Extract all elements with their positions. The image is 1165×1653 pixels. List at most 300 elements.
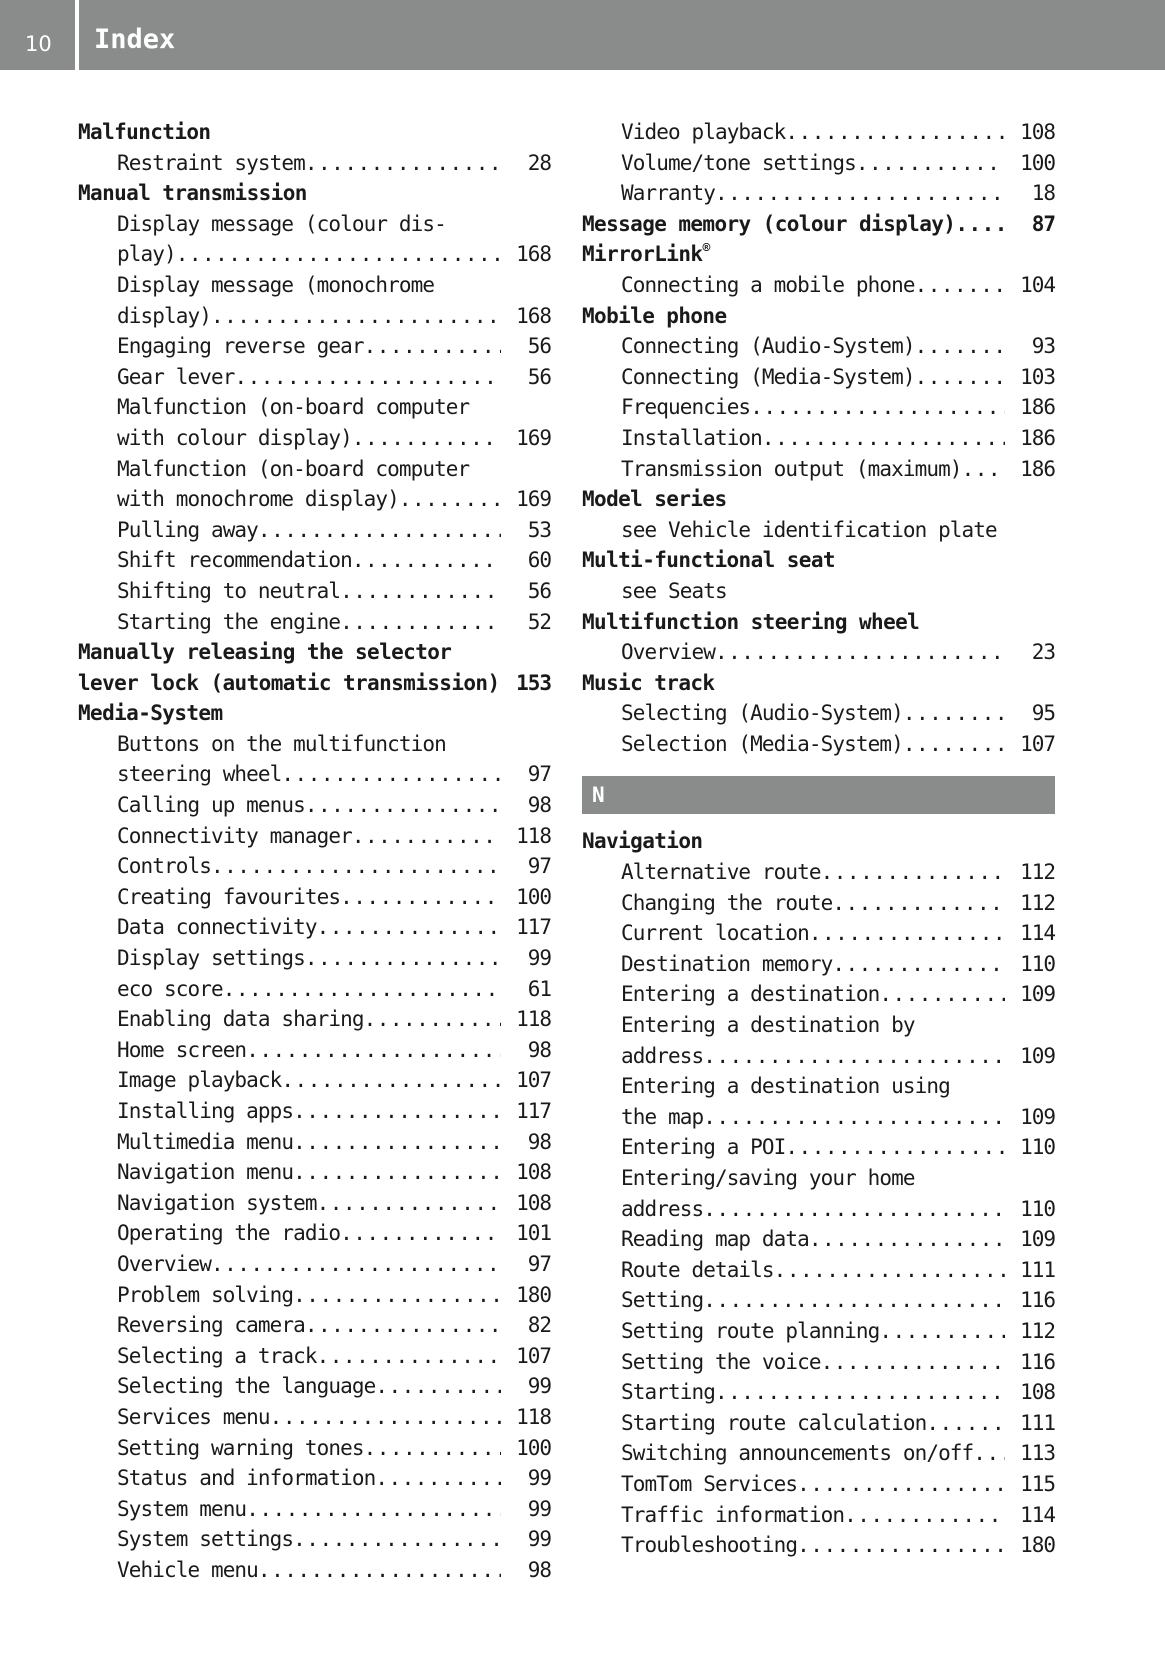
entry-text: Malfunction (on-board computer	[117, 395, 470, 420]
page-ref[interactable]: 168	[516, 303, 551, 328]
entry-text: Selecting a track	[117, 1343, 317, 1368]
dot-leader	[364, 1433, 501, 1464]
index-entry	[78, 331, 551, 362]
page-ref[interactable]: 18	[1031, 181, 1055, 206]
dot-leader	[926, 1408, 1005, 1439]
page-ref[interactable]: 114	[1020, 1502, 1055, 1527]
index-entry	[78, 821, 551, 852]
entry-text: Overview	[117, 1251, 211, 1276]
index-heading	[78, 178, 551, 209]
index-entry	[78, 1157, 551, 1188]
index-entry	[582, 148, 1055, 179]
dot-leader	[821, 857, 1005, 888]
entry-text: Video playback	[621, 120, 786, 144]
index-entry	[78, 484, 551, 515]
entry-text: Connecting (Media-System)	[621, 364, 915, 389]
page-ref[interactable]: 100	[516, 1435, 551, 1460]
index-entry-continued	[78, 392, 551, 423]
dot-leader	[962, 454, 1005, 485]
index-entry	[78, 974, 551, 1005]
page-ref[interactable]: 115	[1020, 1471, 1055, 1496]
page-ref[interactable]: 108	[1020, 120, 1055, 144]
page-ref[interactable]: 180	[516, 1282, 551, 1307]
dot-leader	[246, 1494, 501, 1525]
index-entry-continued	[78, 729, 551, 760]
index-entry	[78, 1371, 551, 1402]
dot-leader	[762, 423, 1005, 454]
index-heading	[582, 301, 1055, 332]
page-ref[interactable]: 107	[516, 1343, 551, 1368]
dot-leader	[903, 698, 1005, 729]
entry-text: Selecting (Audio-System)	[621, 701, 903, 726]
entry-text: Services menu	[117, 1404, 270, 1429]
page-ref[interactable]: 180	[1020, 1533, 1055, 1558]
page-ref[interactable]: 100	[1020, 150, 1055, 175]
entry-text: Data connectivity	[117, 915, 317, 940]
dot-leader	[703, 1041, 1005, 1072]
index-entry	[582, 117, 1055, 148]
dot-leader	[715, 178, 1005, 209]
entry-text: the map	[621, 1104, 704, 1129]
dot-leader	[211, 301, 501, 332]
page-ref[interactable]: 99	[527, 1527, 551, 1552]
dot-leader	[809, 918, 1005, 949]
entry-text: Gear lever	[117, 364, 235, 389]
dot-leader	[375, 1371, 501, 1402]
dot-leader	[821, 1347, 1005, 1378]
dot-leader	[955, 209, 1005, 240]
entry-text: address	[621, 1196, 704, 1221]
index-heading	[78, 637, 551, 668]
page-ref[interactable]: 111	[1020, 1410, 1055, 1435]
index-entry	[582, 1469, 1055, 1500]
page-header	[0, 0, 1165, 70]
page-ref[interactable]: 117	[516, 915, 551, 940]
index-entry	[582, 1408, 1055, 1439]
entry-text: Route details	[621, 1257, 774, 1282]
index-entry	[78, 423, 551, 454]
page-ref[interactable]: 153	[516, 670, 551, 695]
entry-text: Problem solving	[117, 1282, 294, 1307]
page-ref[interactable]: 118	[516, 823, 551, 848]
entry-text: Enabling data sharing	[117, 1007, 364, 1032]
dot-leader	[352, 423, 501, 454]
entry-text: Selection (Media-System)	[621, 731, 903, 756]
index-entry-continued	[78, 454, 551, 485]
page-ref[interactable]: 109	[1020, 1104, 1055, 1129]
index-entry	[78, 1310, 551, 1341]
dot-leader	[915, 270, 1005, 301]
dot-leader	[340, 576, 501, 607]
dot-leader	[856, 148, 1005, 179]
dot-leader	[785, 117, 1005, 148]
index-entry	[582, 979, 1055, 1010]
index-entry-continued	[582, 1163, 1055, 1194]
dot-leader	[797, 1530, 1005, 1561]
entry-text: Home screen	[117, 1037, 247, 1062]
entry-text: steering wheel	[117, 762, 282, 787]
page-ref[interactable]: 108	[516, 1160, 551, 1185]
page-ref[interactable]: 109	[1020, 1227, 1055, 1252]
page-ref[interactable]: 99	[527, 1466, 551, 1491]
page-ref[interactable]: 98	[527, 1557, 551, 1582]
entry-text: Volume/tone settings	[621, 150, 856, 175]
entry-text: Display message (colour dis-	[117, 211, 446, 236]
entry-text: Starting	[621, 1380, 715, 1405]
entry-text: Connectivity manager	[117, 823, 352, 848]
entry-text: Starting the engine	[117, 609, 341, 634]
entry-text: Alternative route	[621, 860, 821, 885]
page-ref[interactable]: 100	[516, 884, 551, 909]
entry-text: Changing the route	[621, 890, 833, 915]
page-ref[interactable]: 108	[1020, 1380, 1055, 1405]
entry-text: Traffic information	[621, 1502, 845, 1527]
page-ref[interactable]: 109	[1020, 982, 1055, 1007]
entry-text: Shift recommendation	[117, 548, 352, 573]
page-ref[interactable]: 112	[1020, 890, 1055, 915]
index-entry	[78, 882, 551, 913]
dot-leader	[305, 1310, 501, 1341]
index-entry	[78, 1555, 551, 1586]
page-ref[interactable]: 169	[516, 487, 551, 512]
dot-leader	[281, 759, 501, 790]
index-entry	[78, 545, 551, 576]
entry-text: Selecting the language	[117, 1374, 376, 1399]
index-entry	[582, 392, 1055, 423]
index-entry	[582, 1438, 1055, 1469]
dot-leader	[258, 515, 501, 546]
index-entry	[78, 759, 551, 790]
index-entry	[582, 1041, 1055, 1072]
index-entry	[78, 912, 551, 943]
entry-text: Setting the voice	[621, 1349, 821, 1374]
entry-text: Buttons on the multifunction	[117, 731, 446, 756]
dot-leader	[293, 1096, 501, 1127]
page-ref[interactable]: 186	[1020, 425, 1055, 450]
index-entry	[78, 1524, 551, 1555]
entry-text: Media-System	[78, 701, 223, 726]
page-ref[interactable]: 111	[1020, 1257, 1055, 1282]
page-ref[interactable]: 104	[1020, 272, 1055, 297]
index-column-right	[582, 117, 1055, 1561]
page-ref[interactable]: 112	[1020, 1318, 1055, 1343]
index-entry	[78, 362, 551, 393]
page-ref[interactable]: 169	[516, 425, 551, 450]
dot-leader	[774, 1255, 1005, 1286]
entry-text: Navigation	[582, 829, 703, 854]
page-ref[interactable]: 98	[527, 1129, 551, 1154]
page-ref[interactable]: 61	[527, 976, 551, 1001]
dot-leader	[305, 148, 501, 179]
entry-text: System settings	[117, 1527, 294, 1552]
page-ref[interactable]: 99	[527, 946, 551, 971]
page-ref[interactable]: 114	[1020, 921, 1055, 946]
index-entry-continued	[582, 515, 1055, 546]
entry-text: Pulling away	[117, 517, 258, 542]
index-heading	[78, 698, 551, 729]
entry-text: Troubleshooting	[621, 1533, 798, 1558]
index-entry	[582, 698, 1055, 729]
index-group-m-continued	[582, 117, 1055, 759]
page-ref[interactable]: 98	[527, 793, 551, 818]
entry-text: Restraint system	[117, 150, 305, 175]
dot-leader	[844, 1500, 1005, 1531]
entry-text: Starting route calculation	[621, 1410, 927, 1435]
section-letter-bar: N	[582, 776, 1055, 814]
page-ref[interactable]: 107	[1020, 731, 1055, 756]
index-entry	[582, 1347, 1055, 1378]
dot-leader	[375, 1463, 501, 1494]
entry-text: see Vehicle identification plate	[621, 517, 997, 542]
dot-leader	[340, 607, 501, 638]
index-group-n	[582, 826, 1055, 1560]
index-entry	[78, 1280, 551, 1311]
entry-text: Setting warning tones	[117, 1435, 364, 1460]
index-entry	[582, 331, 1055, 362]
index-entry	[78, 790, 551, 821]
index-entry	[78, 1188, 551, 1219]
entry-text: System menu	[117, 1496, 247, 1521]
index-entry	[78, 576, 551, 607]
entry-text: MirrorLink	[582, 242, 703, 267]
dot-leader	[703, 1102, 1005, 1133]
index-entry	[78, 1218, 551, 1249]
page-ref[interactable]: 99	[527, 1496, 551, 1521]
index-heading	[78, 668, 551, 699]
entry-text: Mobile phone	[582, 303, 727, 328]
entry-text: Installing apps	[117, 1099, 294, 1123]
entry-text: Operating the radio	[117, 1221, 341, 1246]
dot-leader	[340, 1218, 501, 1249]
entry-text: Multi-functional seat	[582, 548, 835, 573]
dot-leader	[340, 882, 501, 913]
page-ref[interactable]: 98	[527, 1037, 551, 1062]
page-ref[interactable]: 52	[527, 609, 551, 634]
entry-text: play)	[117, 242, 176, 267]
index-entry	[582, 888, 1055, 919]
section-gap	[582, 814, 1055, 826]
index-entry-continued	[582, 576, 1055, 607]
entry-text: Connecting (Audio-System)	[621, 334, 915, 359]
entry-text: with colour display)	[117, 425, 352, 450]
header-divider	[75, 0, 79, 70]
index-entry	[78, 1249, 551, 1280]
page-ref[interactable]: 108	[516, 1190, 551, 1215]
index-heading	[582, 545, 1055, 576]
dot-leader	[903, 729, 1005, 760]
index-entry	[582, 918, 1055, 949]
dot-leader	[305, 790, 501, 821]
page-ref[interactable]: 103	[1020, 364, 1055, 389]
dot-leader	[715, 637, 1005, 668]
entry-text: Malfunction (on-board computer	[117, 456, 470, 481]
page-ref[interactable]: 23	[1031, 640, 1055, 665]
page-ref[interactable]: 116	[1020, 1288, 1055, 1313]
entry-text: Setting route planning	[621, 1318, 880, 1343]
page-ref[interactable]: 82	[527, 1313, 551, 1338]
dot-leader	[703, 1285, 1005, 1316]
dot-leader	[211, 1249, 501, 1280]
entry-text: Message memory (colour display)	[582, 211, 956, 236]
page-ref[interactable]: 186	[1020, 456, 1055, 481]
page-ref[interactable]: 56	[527, 334, 551, 359]
page-ref[interactable]: 112	[1020, 860, 1055, 885]
index-entry	[582, 1102, 1055, 1133]
page-title: Index	[94, 24, 176, 55]
entry-text: Multifunction steering wheel	[582, 609, 920, 634]
index-entry	[582, 270, 1055, 301]
dot-leader	[352, 821, 501, 852]
dot-leader	[293, 1524, 501, 1555]
page-ref[interactable]: 56	[527, 364, 551, 389]
index-entry	[582, 637, 1055, 668]
index-heading	[582, 607, 1055, 638]
entry-text: Warranty	[621, 181, 715, 206]
dot-leader	[258, 1555, 501, 1586]
index-entry	[78, 1494, 551, 1525]
index-entry	[78, 1035, 551, 1066]
index-entry	[582, 178, 1055, 209]
page-ref[interactable]: 28	[527, 150, 551, 175]
page-ref[interactable]: 97	[527, 854, 551, 879]
entry-text: display)	[117, 303, 211, 328]
section-gap	[582, 759, 1055, 776]
page-ref[interactable]: 56	[527, 578, 551, 603]
dot-leader	[785, 1132, 1005, 1163]
dot-leader	[973, 1438, 1005, 1469]
page-ref[interactable]: 60	[527, 548, 551, 573]
index-entry	[582, 362, 1055, 393]
index-entry	[582, 857, 1055, 888]
entry-text: Navigation menu	[117, 1160, 294, 1185]
entry-text: Connecting a mobile phone	[621, 272, 915, 297]
dot-leader	[809, 1224, 1005, 1255]
entry-text: with monochrome display)	[117, 487, 399, 512]
entry-text: Navigation system	[117, 1190, 317, 1215]
index-entry	[78, 239, 551, 270]
index-entry	[78, 607, 551, 638]
page-ref[interactable]: 101	[516, 1221, 551, 1246]
index-entry	[582, 1377, 1055, 1408]
index-entry	[582, 1530, 1055, 1561]
entry-text: Destination memory	[621, 951, 833, 976]
dot-leader	[234, 362, 501, 393]
dot-leader	[364, 331, 501, 362]
dot-leader	[915, 362, 1005, 393]
index-entry	[78, 943, 551, 974]
entry-text: lever lock (automatic transmission)	[78, 670, 500, 695]
index-entry	[78, 1096, 551, 1127]
page-ref[interactable]: 118	[516, 1404, 551, 1429]
dot-leader	[270, 1402, 501, 1433]
index-entry	[582, 1255, 1055, 1286]
page-ref[interactable]: 110	[1020, 1135, 1055, 1160]
entry-text: Status and information	[117, 1466, 376, 1491]
entry-text: Entering a POI	[621, 1135, 786, 1160]
entry-text: Reading map data	[621, 1227, 809, 1252]
page-ref[interactable]: 168	[516, 242, 551, 267]
page-ref[interactable]: 97	[527, 1251, 551, 1276]
dot-leader	[879, 979, 1005, 1010]
page-ref[interactable]: 186	[1020, 395, 1055, 420]
dot-leader	[399, 484, 501, 515]
dot-leader	[305, 943, 501, 974]
page-ref[interactable]: 116	[1020, 1349, 1055, 1374]
dot-leader	[364, 1004, 501, 1035]
entry-text: Malfunction	[78, 120, 211, 144]
page-ref[interactable]: 118	[516, 1007, 551, 1032]
page-ref[interactable]: 53	[527, 517, 551, 542]
entry-text: Entering/saving your home	[621, 1166, 915, 1190]
dot-leader	[176, 239, 501, 270]
entry-text: Display settings	[117, 946, 305, 971]
index-entry	[78, 851, 551, 882]
entry-text: see Seats	[621, 578, 727, 603]
index-entry	[582, 1316, 1055, 1347]
entry-text: Current location	[621, 921, 809, 946]
index-column-left	[78, 117, 551, 1586]
index-entry	[582, 729, 1055, 760]
dot-leader	[750, 392, 1005, 423]
page-ref[interactable]: 110	[1020, 1196, 1055, 1221]
index-entry-continued	[78, 270, 551, 301]
page-ref[interactable]: 97	[527, 762, 551, 787]
dot-leader	[832, 949, 1005, 980]
index-entry	[78, 148, 551, 179]
entry-text: Display message (monochrome	[117, 272, 435, 297]
entry-text: Setting	[621, 1288, 704, 1313]
page-ref[interactable]: 95	[1031, 701, 1055, 726]
entry-text: Controls	[117, 854, 211, 879]
index-entry	[582, 1132, 1055, 1163]
entry-text: Manual transmission	[78, 181, 307, 206]
dot-leader	[352, 545, 501, 576]
index-entry	[582, 1285, 1055, 1316]
page-ref[interactable]: 109	[1020, 1043, 1055, 1068]
index-entry	[78, 301, 551, 332]
dot-leader	[879, 1316, 1005, 1347]
dot-leader	[317, 1188, 501, 1219]
page-ref[interactable]: 113	[1020, 1441, 1055, 1466]
dot-leader	[915, 331, 1005, 362]
entry-text: Music track	[582, 670, 715, 695]
index-entry	[582, 1224, 1055, 1255]
dot-leader	[293, 1127, 501, 1158]
page-number: 10	[25, 32, 52, 56]
index-entry	[582, 423, 1055, 454]
entry-text: Image playback	[117, 1068, 282, 1093]
page-ref[interactable]: 87	[1031, 211, 1055, 236]
index-entry	[582, 454, 1055, 485]
page-ref[interactable]: 107	[516, 1068, 551, 1093]
page-ref[interactable]: 99	[527, 1374, 551, 1399]
index-entry	[78, 1433, 551, 1464]
page-ref[interactable]: 117	[516, 1099, 551, 1123]
dot-leader	[281, 1065, 501, 1096]
page-ref[interactable]: 110	[1020, 951, 1055, 976]
entry-text: Entering a destination by	[621, 1013, 915, 1038]
entry-text: Switching announcements on/off	[621, 1441, 974, 1466]
index-entry	[78, 515, 551, 546]
registered-mark: ®	[702, 241, 710, 257]
dot-leader	[223, 974, 501, 1005]
index-entry-continued	[582, 1010, 1055, 1041]
index-heading	[582, 668, 1055, 699]
index-heading	[78, 117, 551, 148]
entry-text: address	[621, 1043, 704, 1068]
page-ref[interactable]: 93	[1031, 334, 1055, 359]
entry-text: Overview	[621, 640, 715, 665]
